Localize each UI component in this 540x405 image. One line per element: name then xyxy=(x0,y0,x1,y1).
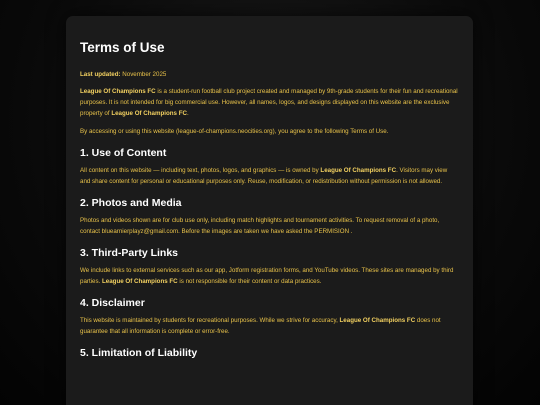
section-text-third-party-links xyxy=(80,265,459,287)
intro-paragraph xyxy=(80,86,459,119)
section-text-use-of-content xyxy=(80,165,459,187)
section-heading-disclaimer: 4. Disclaimer xyxy=(80,297,145,309)
club-name: League Of Champions FC xyxy=(102,278,178,285)
page-title: Terms of Use xyxy=(80,40,165,55)
section-text: We include links to external services such as our app, Jotform registration forms, and YouTube videos. These sites are managed by third parties. xyxy=(80,267,454,285)
section-text: This website is maintained by students for recreational purposes. While we strive for accuracy, xyxy=(80,317,340,324)
section-text: All content on this website — including text, photos, logos, and graphics — is owned by xyxy=(80,167,321,174)
intro-end: . xyxy=(186,110,189,117)
section-text: does not guarantee that all information is complete or error-free. xyxy=(80,317,441,335)
section-heading-photos-media: 2. Photos and Media xyxy=(80,197,182,209)
section-text-disclaimer xyxy=(80,315,459,337)
last-updated-label: Last updated: xyxy=(80,71,121,78)
club-name: League Of Champions FC xyxy=(320,167,397,174)
club-name: League Of Champions FC xyxy=(111,110,187,117)
section-heading-use-of-content: 1. Use of Content xyxy=(80,147,167,159)
club-name: League Of Champions FC xyxy=(339,317,416,324)
section-text: is not responsible for their content or data practices. xyxy=(177,278,322,285)
intro-text: is a student-run football club project created and managed by 9th-grade students for their fun and recreational purposes. It is not intended for big commercial use. However, all names, logos, and designs displayed on this website are the exclusive property of xyxy=(80,88,458,117)
section-heading-limitation-of-liability: 5. Limitation of Liability xyxy=(80,347,198,359)
club-name: League Of Champions FC xyxy=(80,88,156,95)
agreement-paragraph: By accessing or using this website (league-of-champions.neocities.org), you agree to the following Terms of Use. xyxy=(80,128,389,135)
terms-card xyxy=(66,16,473,405)
section-text-photos-media: Photos and videos shown are for club use only, including match highlights and tournament activities. To request removal of a photo, contact bluearnierplayz@gmail.com. Before the images are taken we have asked the PERMISION . xyxy=(80,217,440,235)
last-updated-value: November 2025 xyxy=(120,71,167,78)
section-text: . Visitors may view and share content for personal or educational purposes only. Reuse, modification, or redistribution without permission is not allowed. xyxy=(80,167,448,185)
section-heading-third-party-links: 3. Third-Party Links xyxy=(80,247,179,259)
last-updated xyxy=(80,69,459,80)
